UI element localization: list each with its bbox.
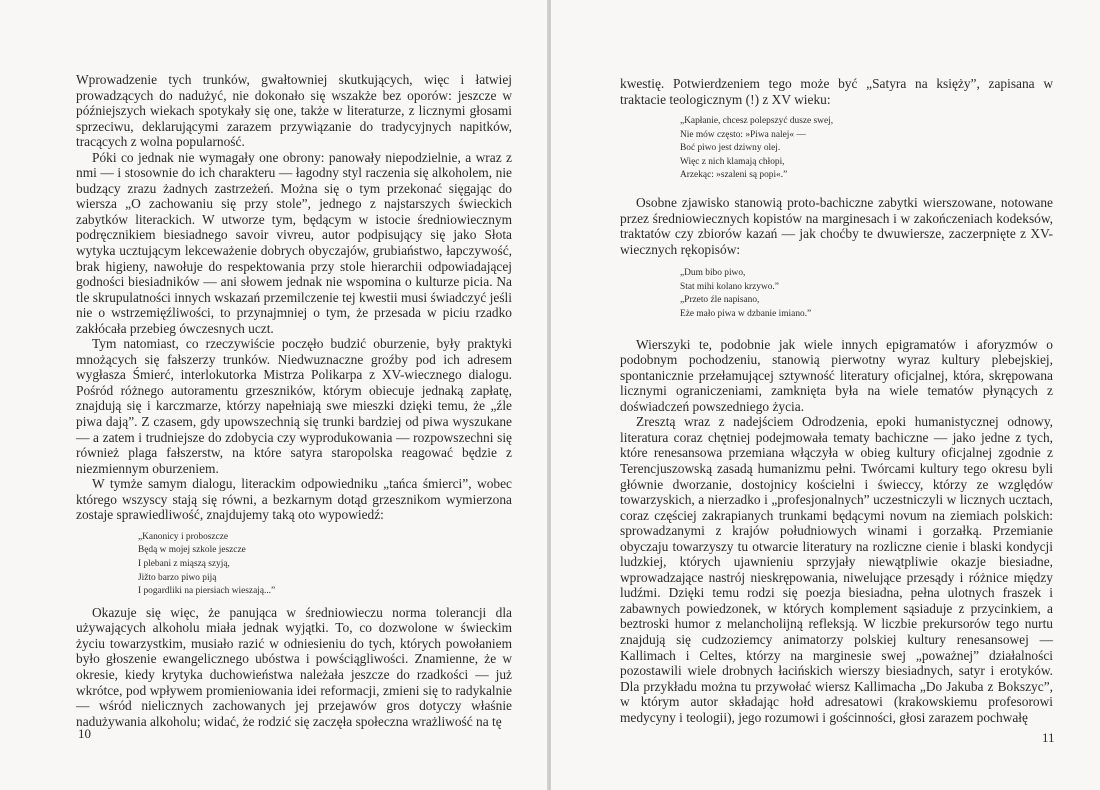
verse-line: „Kanonicy i proboszcze [138, 531, 229, 542]
verse-line: Boć piwo jest dziwny olej. [680, 143, 781, 154]
verse-quote [76, 531, 512, 599]
page-number: 11 [1042, 730, 1055, 745]
left-text-column [76, 72, 512, 729]
paragraph: Osobne zjawisko stanowią proto-bachiczne zabytki wierszowane, notowane przez średniowiecznych kopistów na marginesach i w zakończeniach kodeksów, traktatów czy zbiorów kazań — jak choćby te dwuwiersze, zaczerpnięte z XV-wiecznych rękopisów: [620, 195, 1053, 257]
verse-line: Arzekąc: »szaleni są popi«.” [680, 170, 788, 181]
paragraph: kwestię. Potwierdzeniem tego może być „Satyra na księży”, zapisana w traktacie teologicznym (!) z XV wieku: [620, 76, 1053, 107]
verse-line: I pogardliki na piersiach wieszają...” [138, 586, 276, 597]
paragraph: Póki co jednak nie wymagały one obrony: panowały niepodzielnie, a wraz z nmi — i stosownie do ich charakteru — łagodny styl raczenia się alkoholem, nie budzący zrazu żadnych zastrzeżeń. Można się o tym przekonać sięgając do wiersza „O zachowaniu się przy stole”, jednego z najstarszych świeckich zabytków literackich. W utworze tym, będącym w istocie średniowiecznym podręcznikiem biesiadnego savoir vivreu, autor podpisujący się jako Słota wytyka ucztującym lekceważenie dobrych obyczajów, grubiaństwo, łapczywość, brak higieny, nawołuje do respektowania przy stole hierarchii odpowiadającej godności biesiadników — ani słowem jednak nie wspomina o kulturze picia. Na tle skrupulatności innych wskazań przemilczenie tej kwestii musi świadczyć jeśli nie o wstrzemięźliwości, to przynajmniej o tym, że przesada w piciu rzadko zakłócała przebieg ówczesnych uczt. [76, 149, 512, 336]
paragraph: Tym natomiast, co rzeczywiście poczęło budzić oburzenie, były praktyki mnożących się fałszerzy trunków. Niedwuznaczne groźby pod ich adresem wygłasza Śmierć, interlokutorka Mistrza Polikarpa z XV-wiecznego dialogu. Pośród różnego autoramentu grzeszników, którym obiecuje jednaką zapłatę, znajdują się i karczmarze, którzy napełniają swe mieszki dzięki temu, że „źle piwa dają”. Z czasem, gdy upowszechnią się trunki bardziej od piwa wyszukane — a zatem i trudniejsze do zdobycia czy wyprodukowania — rozpowszechni się również plaga fałszerstw, na które satyra staropolska reagować będzie z niezmiennym oburzeniem. [76, 336, 512, 476]
verse-line: Nie mów często: »Piwa nalej« — [680, 129, 806, 140]
paragraph: Wprowadzenie tych trunków, gwałtowniej skutkujących, więc i łatwiej prowadzących do nadużyć, nie dokonało się wszakże bez oporów: jeszcze w późniejszych wiekach spotykały się one, także w literaturze, z licznymi głosami sprzeciwu, deklarującymi zarazem przywiązanie do tradycyjnych napitków, tracących z wolna popularność. [76, 72, 512, 150]
verse-line: Jižto barzo piwo piją [138, 572, 217, 583]
verse-line: I plebani z miąszą szyją, [138, 559, 230, 570]
verse-line: „Dum bibo piwo, [680, 268, 746, 279]
paragraph: W tymże samym dialogu, literackim odpowiedniku „tańca śmierci”, wobec którego wszyscy stają się równi, a bezkarnym dotąd grzesznikom wymierzona zostaje sprawiedliwość, znajdujemy taką oto wypowiedź: [76, 476, 512, 523]
verse-line: „Przeto źle napisano, [680, 295, 760, 306]
verse-quote [620, 267, 1053, 321]
verse-line: Stat mihi kolano krzywo.” [680, 281, 779, 292]
verse-line: Eże mało piwa w dzbanie imiano.” [680, 309, 812, 320]
right-text-column [620, 76, 1053, 725]
verse-quote [620, 115, 1053, 183]
paragraph: Okazuje się więc, że panująca w średniowieczu norma tolerancji dla używających alkoholu miała jednak wyjątki. To, co dozwolone w świeckim życiu towarzystkim, musiało razić w odniesieniu do tych, których powołaniem było głoszenie ewangelicznego ubóstwa i powściągliwości. Znamienne, że w okresie, kiedy krytyka duchowieństwa należała jeszcze do rzadkości — już wkrótce, pod wpływem promieniowania idei reformacji, zmieni się to radykalnie — wśród nielicznych zachowanych jej przejawów gros dotyczy właśnie nadużywania alkoholu; widać, że rodzić się zaczęła społeczna wrażliwość na tę [76, 604, 512, 729]
left-page [0, 0, 548, 790]
paragraph: Wierszyki te, podobnie jak wiele innych epigramatów i aforyzmów o podobnym pochodzeniu, stanowią pierwotny wyraz kultury plebejskiej, spontanicznie przełamującej sztywność literatury oficjalnej, która, skrępowana licznymi ograniczeniami, zamknięta była na wiele tematów płynących z doświadczeń powszedniego życia. [620, 336, 1053, 414]
right-page [551, 0, 1100, 790]
verse-line: „Kapłanie, chcesz polepszyć dusze swej, [680, 116, 834, 127]
page-number: 10 [78, 726, 91, 741]
verse-line: Więc z nich klamają chłopi, [680, 156, 785, 167]
verse-line: Będą w mojej szkole jeszcze [138, 545, 246, 556]
paragraph: Zresztą wraz z nadejściem Odrodzenia, epoki humanistycznej odnowy, literatura coraz chętniej podejmowała tematy bachiczne — jako jedne z tych, które renesansowa przemiana włączyła w obieg kultury oficjalnej zgodnie z Terencjuszowską zasadą humanizmu pełni. Twórcami kultury tego okresu byli głównie dworzanie, dostojnicy kościelni i świeccy, którzy ze względów towarzyskich, a nierzadko i „profesjonalnych” uczestniczyli w licznych ucztach, coraz częściej zakrapianych trunkami będącymi novum na ziemiach polskich: sprowadzanymi z krajów południowych winami i gorzałką. Przemianie obyczaju towarzyszy tu otwarcie literatury na rozliczne cienie i blaski kondycji ludzkiej, których ujawnieniu sprzyjały niewątpliwie okazje biesiadne, wprowadzające nastrój nieskrępowania, niwelujące przesądy i różnice między ludźmi. Dzięki temu rodzi się poezja biesiadna, pełna ulotnych fraszek i zabawnych powiedzonek, w których komplement sąsiaduje z przycinkiem, a beztroski humor z melancholijną refleksją. W liczbie prekursorów tego nurtu znajdują się cudzoziemcy animatorzy polskiej kultury renesansowej — Kallimach i Celtes, którzy na marginesie swej „poważnej” działalności pozostawili wiele drobnych łacińskich wierszy biesiadnych, satyr i erotyków. Dla przykładu można tu przywołać wiersz Kallimacha „Do Jakuba z Bokszyc”, w którym autor składając hołd adresatowi (krakowskiemu profesorowi medycyny i teologii), jego rozumowi i gościnności, głosi zarazem pochwałę [620, 414, 1053, 725]
